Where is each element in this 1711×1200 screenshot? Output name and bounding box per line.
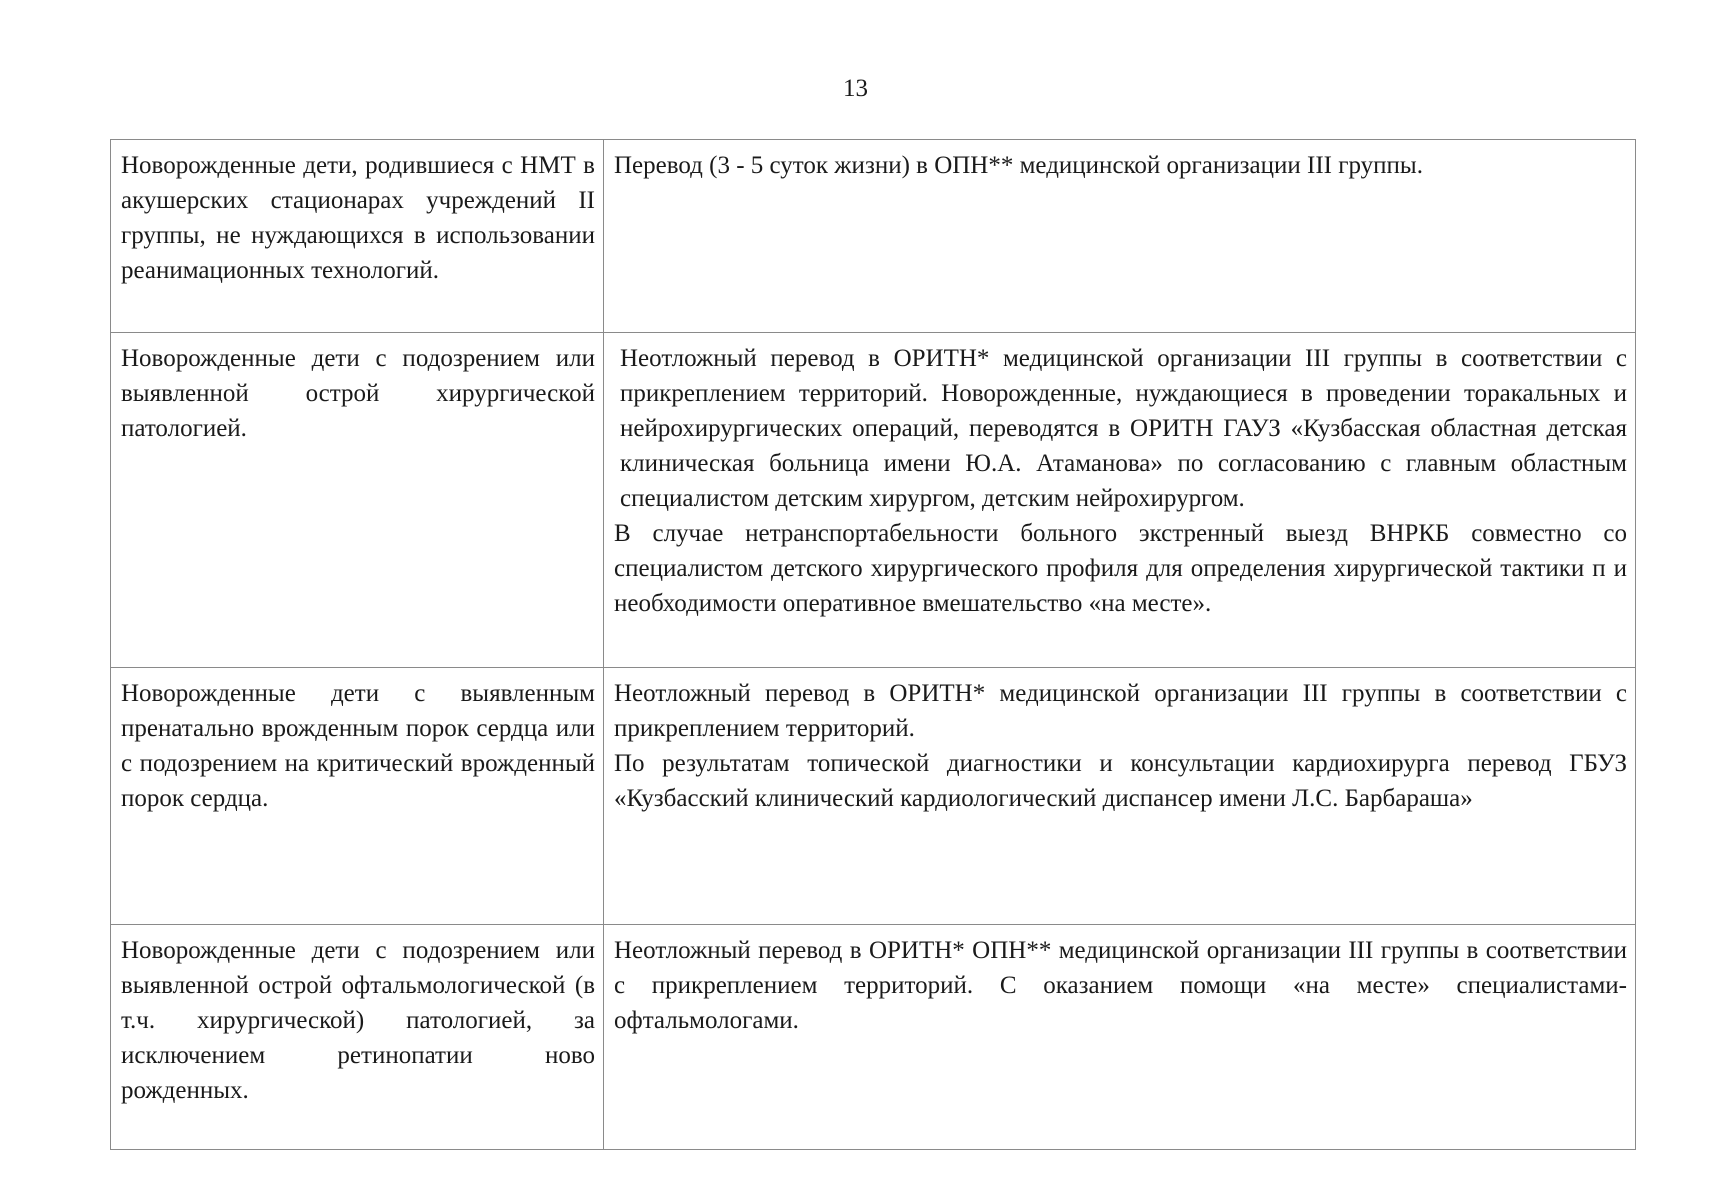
table-row (111, 668, 1636, 925)
patient-category-cell (111, 668, 604, 925)
transfer-action-text: В случае нетранспортабельности больного экстренный выезд ВНРКБ совместно со специалистом детского хирургического профиля для определения хирургической тактики п и необходимости оперативное вмешательство «на месте». (614, 520, 1627, 617)
patient-category-cell (111, 333, 604, 668)
table-row (111, 140, 1636, 333)
transfer-action-cell (604, 925, 1636, 1150)
patient-category-cell (111, 925, 604, 1150)
transfer-action-text: Неотложный перевод в ОРИТН* медицинской организации III группы в соответствии с прикреплением территорий. Новорожденные, нуждающиеся в проведении торакальных и нейрохирургических операций, переводятся в ОРИТН ГАУЗ «Кузбасская областная детская клиническая больница имени Ю.А. Атаманова» по согласованию с главным областным специалистом детским хирургом, детским нейрохирургом. (620, 345, 1627, 512)
transfer-action-text: Неотложный перевод в ОРИТН* ОПН** медицинской организации III группы в соответствии с прикреплением территорий. С оказанием помощи «на месте» специалистами-офтальмологами. (614, 937, 1627, 1034)
transfer-action-text: По результатам топической диагностики и консультации кардиохирурга перевод ГБУЗ «Кузбасский клинический кардиологический диспансер имени Л.С. Барбараша» (614, 750, 1627, 812)
transfer-action-cell (604, 333, 1636, 668)
patient-category-text: Новорожденные дети с подозрением или выявленной острой хирургической патологией. (121, 345, 595, 442)
table-row (111, 333, 1636, 668)
patient-category-text: Новорожденные дети с выявленным пренатально врожденным порок сердца или с подозрением на критический врожденный порок сердца. (121, 680, 595, 812)
page-number: 13 (843, 75, 868, 102)
transfer-action-text: Перевод (3 - 5 суток жизни) в ОПН** медицинской организации III группы. (614, 152, 1423, 179)
transfer-action-cell (604, 668, 1636, 925)
transfer-action-text: Неотложный перевод в ОРИТН* медицинской организации III группы в соответствии с прикреплением территорий. (614, 680, 1627, 742)
patient-category-text: Новорожденные дети с подозрением или выявленной острой офтальмологической (в т.ч. хирургической) патологией, за исключением ретинопатии ново рожденных. (121, 937, 595, 1104)
patient-category-cell (111, 140, 604, 333)
transfer-action-cell (604, 140, 1636, 333)
routing-table (110, 139, 1636, 1150)
patient-category-text: Новорожденные дети, родившиеся с НМТ в акушерских стационарах учреждений II группы, не нуждающихся в использовании реанимационных технологий. (121, 152, 595, 284)
table-row (111, 925, 1636, 1150)
